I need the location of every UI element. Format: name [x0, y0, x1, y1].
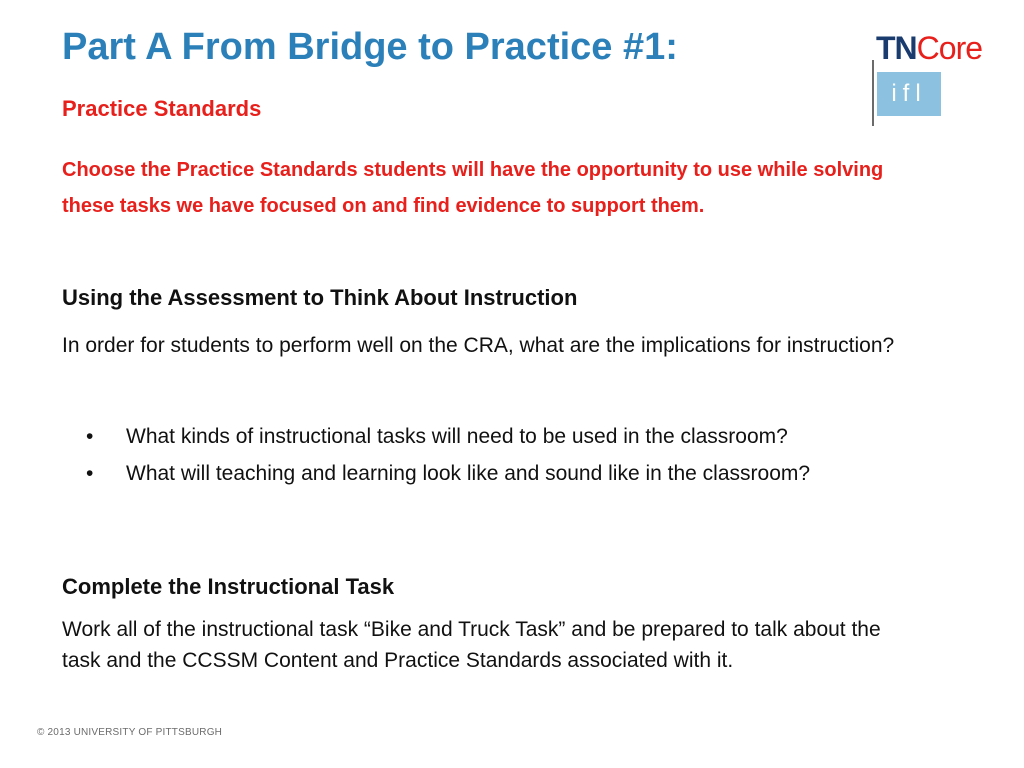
section-heading-assessment: Using the Assessment to Think About Instruction: [62, 285, 578, 310]
logo-divider: [872, 60, 874, 126]
section-heading-task: Complete the Instructional Task: [62, 574, 395, 599]
section-paragraph-assessment: In order for students to perform well on the CRA, what are the implications for instruction?: [62, 334, 895, 357]
list-item-text: What kinds of instructional tasks will need to be used in the classroom?: [126, 425, 788, 448]
tncore-ifl-logo: [870, 28, 1010, 128]
slide-subtitle: Practice Standards: [62, 96, 262, 121]
bullet-icon: •: [86, 425, 94, 448]
copyright-footer: © 2013 UNIVERSITY OF PITTSBURGH: [37, 727, 223, 738]
section-paragraph-task: Work all of the instructional task “Bike and Truck Task” and be prepared to talk about the task and the CCSSM Content and Practice Standards associated with it.: [62, 618, 881, 672]
slide-title: Part A From Bridge to Practice #1:: [62, 26, 678, 68]
practice-standards-instruction: Choose the Practice Standards students will have the opportunity to use while solving these tasks we have focused on and find evidence to support them.: [62, 159, 884, 217]
bullet-list: [62, 418, 882, 492]
logo-core-part: Core: [916, 30, 983, 66]
tncore-logo-text: [876, 28, 982, 68]
list-item: [62, 418, 882, 455]
logo-tn-part: TN: [876, 30, 917, 66]
list-item-text: What will teaching and learning look like and sound like in the classroom?: [126, 462, 811, 485]
ifl-logo-badge: ifl: [877, 72, 941, 116]
bullet-icon: •: [86, 462, 94, 485]
list-item: [62, 455, 882, 492]
